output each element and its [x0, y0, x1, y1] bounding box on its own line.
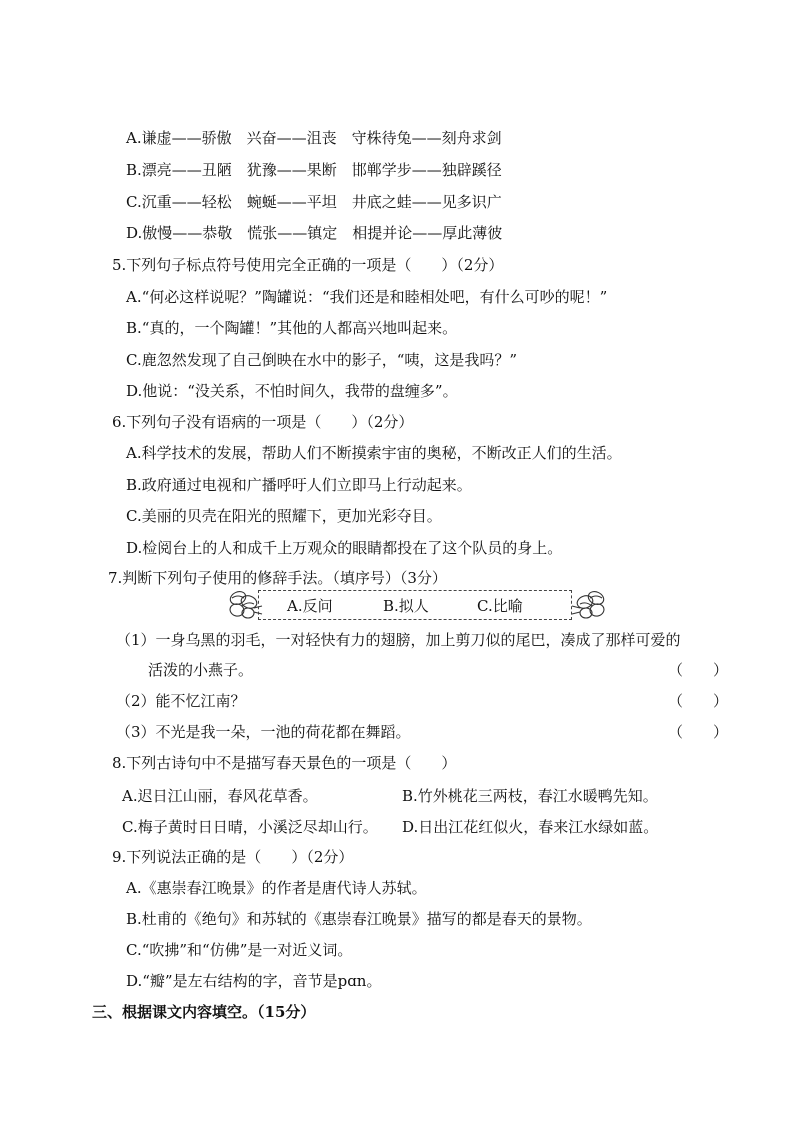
q7-answer-1[interactable]: （ ） — [668, 661, 729, 679]
q6-option-c: C.美丽的贝壳在阳光的照耀下，更加光彩夺目。 — [126, 507, 442, 525]
q7-item-1-continued: 活泼的小燕子。 — [148, 661, 254, 679]
q7-item-3: （3）不光是我一朵，一池的荷花都在舞蹈。 — [116, 723, 411, 741]
q7-item-1: （1）一身乌黑的羽毛，一对轻快有力的翅膀，加上剪刀似的尾巴，凑成了那样可爱的 — [116, 631, 681, 649]
q5-option-d: D.他说：“没关系，不怕时间久，我带的盘缠多”。 — [126, 382, 458, 400]
q7-answer-3[interactable]: （ ） — [668, 723, 729, 741]
q6-option-a: A.科学技术的发展，帮助人们不断摸索宇宙的奥秘，不断改正人们的生活。 — [126, 444, 622, 462]
q9-option-c: C.“吹拂”和“仿佛”是一对近义词。 — [126, 941, 353, 959]
q4-option-a: A.谦虚——骄傲 兴奋——沮丧 守株待兔——刻舟求剑 — [126, 129, 502, 147]
q7-stem: 7.判断下列句子使用的修辞手法。（填序号）（3分） — [108, 569, 447, 587]
q5-option-b: B.“真的，一个陶罐！”其他的人都高兴地叫起来。 — [126, 319, 458, 337]
q5-option-a: A.“何必这样说呢？”陶罐说：“我们还是和睦相处吧，有什么可吵的呢！” — [126, 288, 608, 306]
rhetoric-option-a: A.反问 — [287, 597, 333, 615]
q9-option-b: B.杜甫的《绝句》和苏轼的《惠崇春江晚景》描写的都是春天的景物。 — [126, 910, 592, 928]
q4-option-d: D.傲慢——恭敬 慌张——镇定 相提并论——厚此薄彼 — [126, 224, 503, 242]
q7-answer-2[interactable]: （ ） — [668, 692, 729, 710]
rhetoric-option-c: C.比喻 — [477, 597, 523, 615]
q6-option-d: D.检阅台上的人和成千上万观众的眼睛都投在了这个队员的身上。 — [126, 539, 563, 557]
q8-option-d: D.日出江花红似火，春来江水绿如蓝。 — [402, 818, 659, 836]
section-3-heading: 三、根据课文内容填空。（15分） — [92, 1003, 316, 1021]
q9-stem: 9.下列说法正确的是（ ）（2分） — [112, 848, 354, 866]
q7-item-2: （2）能不忆江南？ — [116, 692, 246, 710]
q5-stem: 5.下列句子标点符号使用完全正确的一项是（ ）（2分） — [112, 256, 504, 274]
q6-stem: 6.下列句子没有语病的一项是（ ）（2分） — [112, 413, 414, 431]
q8-option-a: A.迟日江山丽，春风花草香。 — [122, 787, 318, 805]
rhetoric-options-box — [258, 590, 572, 620]
q8-stem: 8.下列古诗句中不是描写春天景色的一项是（ ） — [112, 754, 457, 772]
flower-decoration-right-icon — [570, 586, 610, 624]
q5-option-c: C.鹿忽然发现了自己倒映在水中的影子，“咦，这是我吗？” — [126, 351, 518, 369]
q8-option-b: B.竹外桃花三两枝，春江水暖鸭先知。 — [402, 787, 658, 805]
q9-option-d: D.“瓣”是左右结构的字，音节是pɑn。 — [126, 972, 382, 990]
rhetoric-option-b: B.拟人 — [383, 597, 429, 615]
q8-option-c: C.梅子黄时日日晴，小溪泛尽却山行。 — [122, 818, 378, 836]
q4-option-b: B.漂亮——丑陋 犹豫——果断 邯郸学步——独辟蹊径 — [126, 161, 502, 179]
q4-option-c: C.沉重——轻松 蜿蜒——平坦 井底之蛙——见多识广 — [126, 193, 502, 211]
q6-option-b: B.政府通过电视和广播呼吁人们立即马上行动起来。 — [126, 476, 472, 494]
q9-option-a: A.《惠崇春江晚景》的作者是唐代诗人苏轼。 — [126, 879, 427, 897]
